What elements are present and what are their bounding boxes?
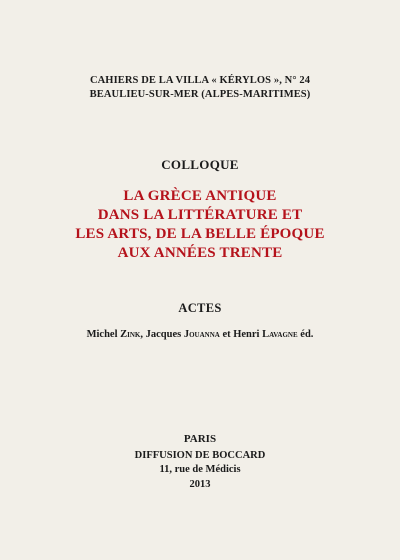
publisher-name: DIFFUSION DE BOCCARD: [134, 449, 266, 461]
publisher-city: PARIS: [183, 433, 217, 445]
editor-1-first-name: Michel: [86, 329, 118, 340]
editor-3-last-name: Lavagne: [262, 329, 298, 340]
publisher-info: [0, 432, 400, 492]
editor-3-first-name: Henri: [233, 329, 260, 340]
title-line-1: LA GRÈCE ANTIQUE: [123, 188, 277, 204]
editor-2-last-name: Jouanna: [183, 329, 220, 340]
series-name: CAHIERS DE LA VILLA « KÉRYLOS », N° 24: [89, 75, 311, 86]
series-location: BEAULIEU-SUR-MER (ALPES-MARITIMES): [89, 89, 311, 100]
title-line-3: LES ARTS, DE LA BELLE ÉPOQUE: [75, 226, 325, 242]
title-line-4: AUX ANNÉES TRENTE: [117, 245, 283, 261]
editors-suffix: éd.: [300, 329, 314, 340]
editor-1-last-name: Zink: [120, 329, 141, 340]
editors-separator: ,: [140, 329, 143, 340]
actes-label: ACTES: [178, 301, 222, 315]
editors-line: [0, 329, 400, 340]
editor-2-first-name: Jacques: [145, 329, 182, 340]
series-info: [0, 74, 400, 102]
book-title: [0, 187, 400, 263]
publisher-address: 11, rue de Médicis: [159, 464, 241, 475]
publication-year: 2013: [189, 478, 211, 490]
editors-conjunction: et: [222, 329, 231, 340]
colloque-label: COLLOQUE: [161, 157, 239, 172]
title-line-2: DANS LA LITTÉRATURE ET: [97, 207, 303, 223]
